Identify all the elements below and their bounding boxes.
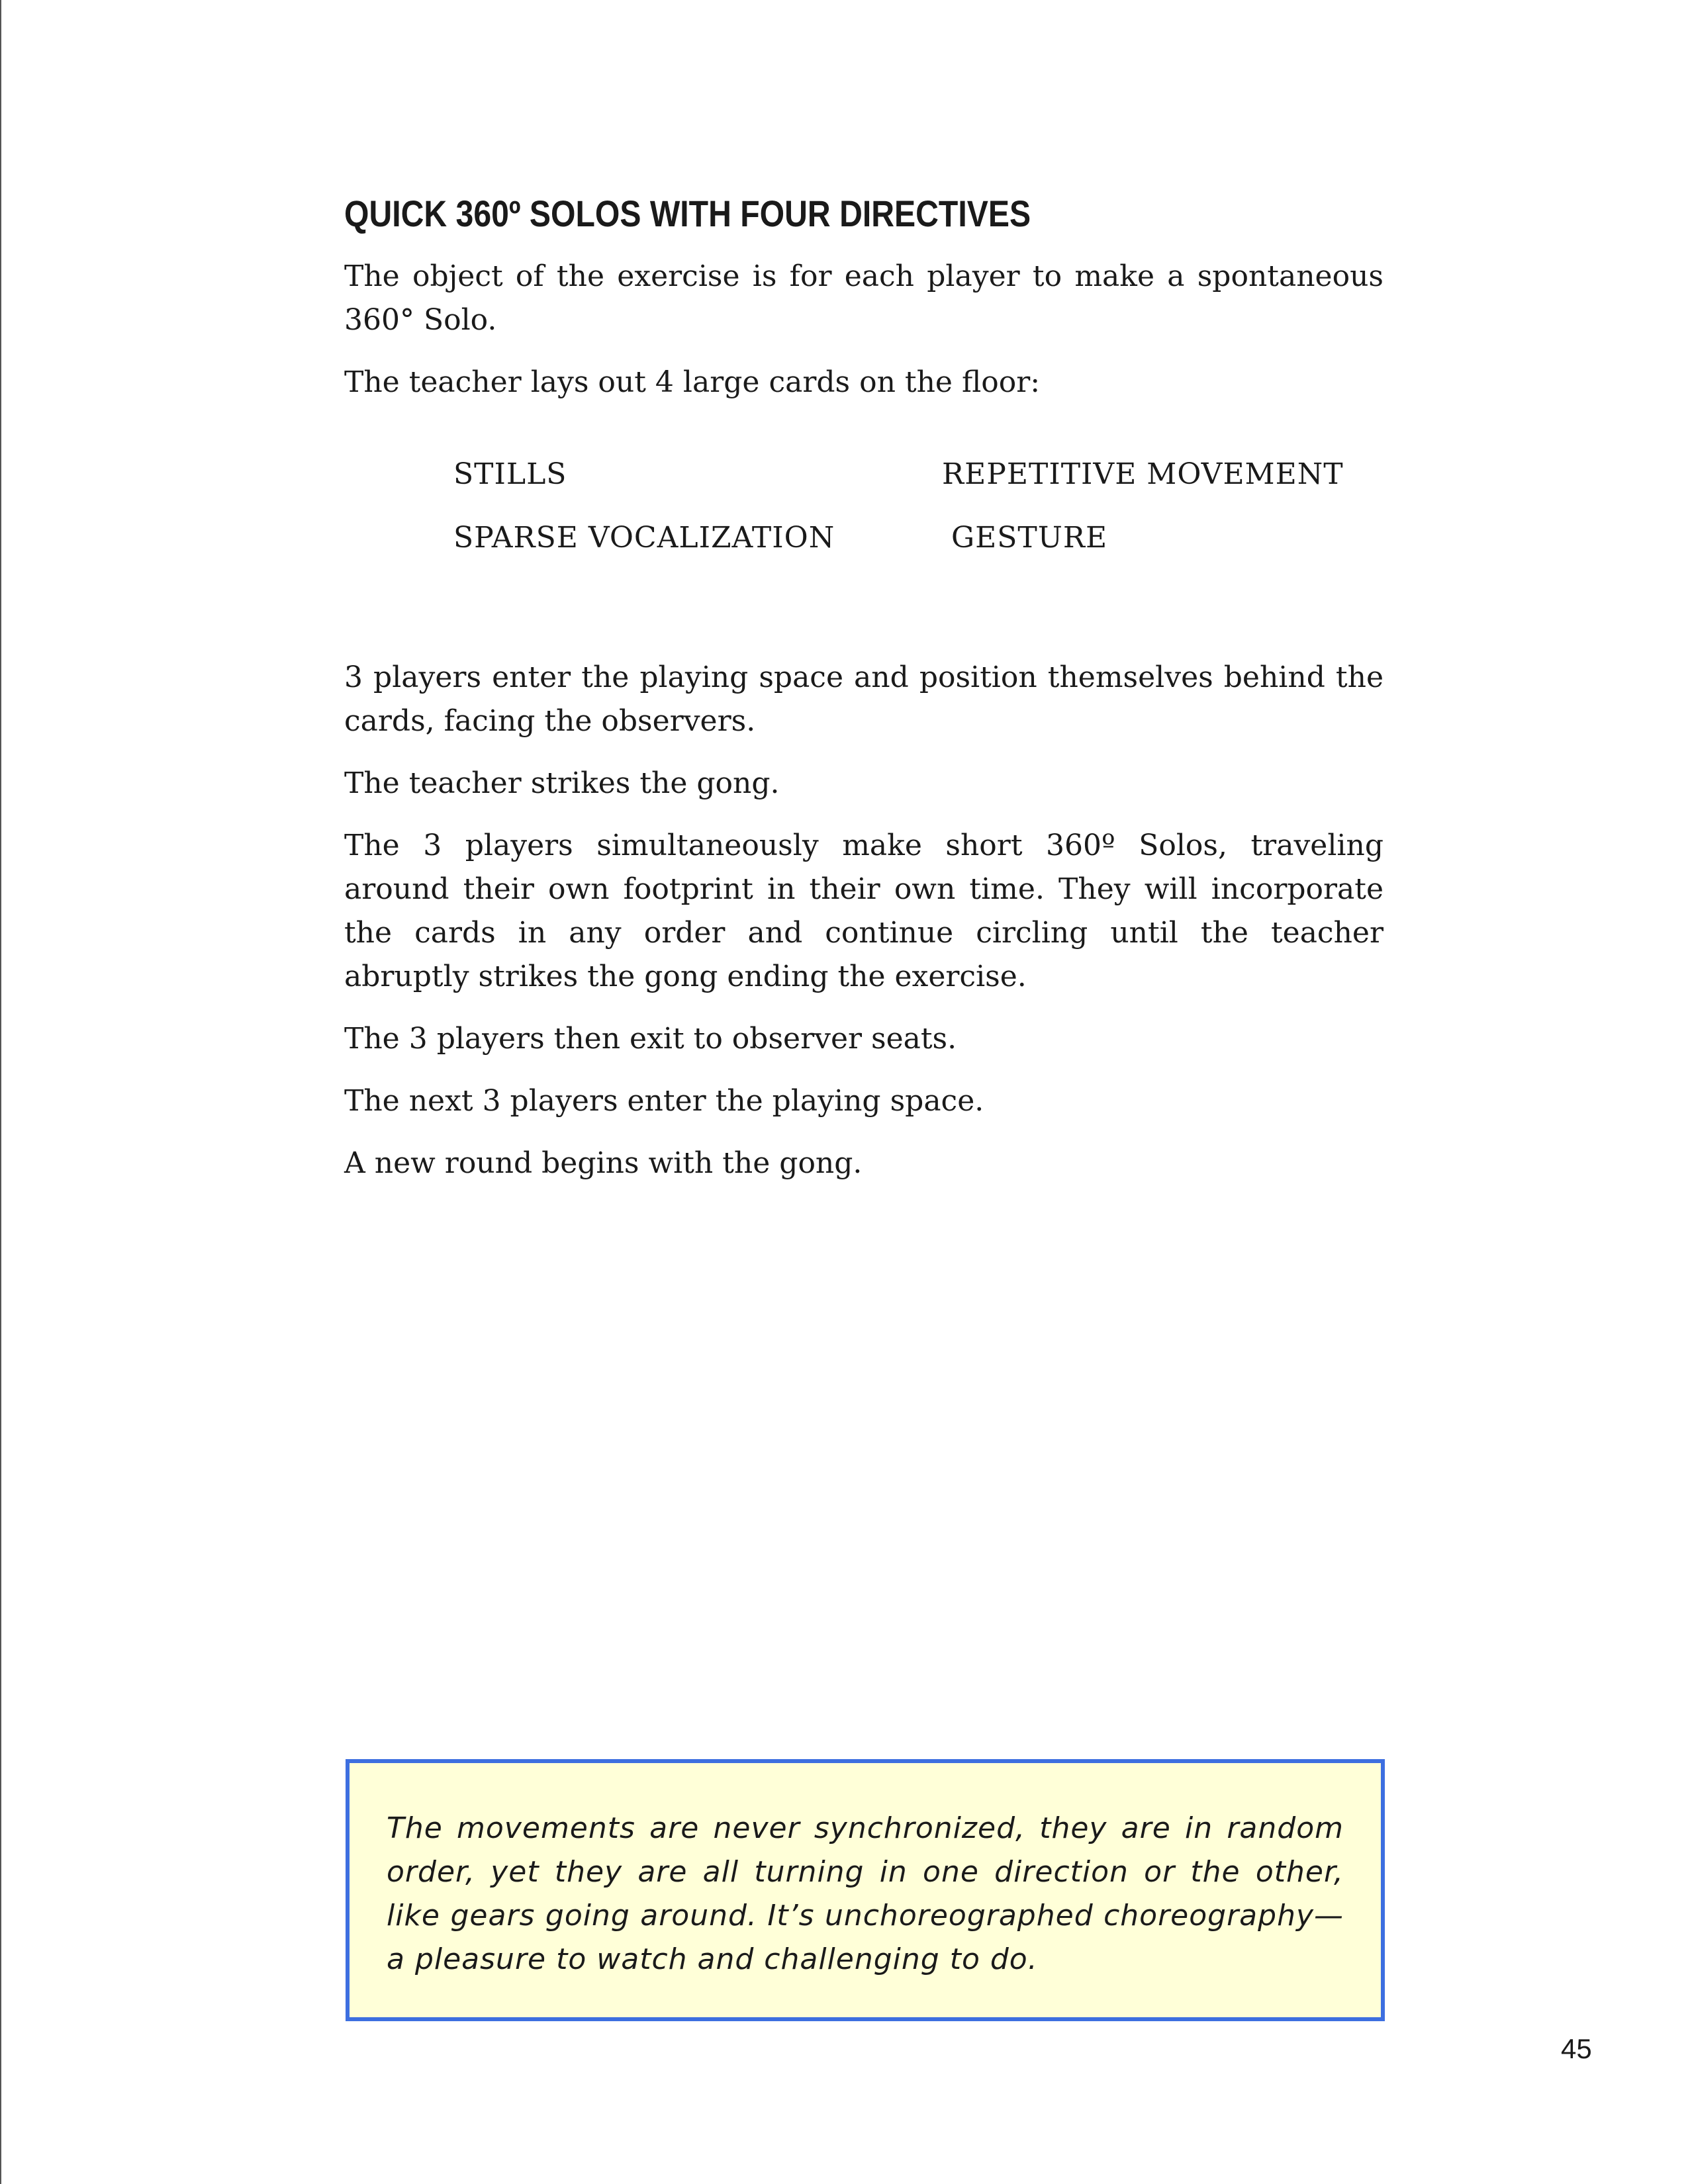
body-paragraph-1: 3 players enter the playing space and position themselves behind the cards, facing the observers.: [344, 660, 1383, 738]
callout-note-text: The movements are never synchronized, they are in random order, yet they are all turning in one direction or the other, like gears going around. It’s unchoreographed choreography—a pleasure to watch and challenging to do.: [387, 1811, 1344, 1976]
body-paragraph-4: The 3 players then exit to observer seats.: [344, 1022, 957, 1056]
callout-note-box: [346, 1759, 1385, 2021]
card-gesture: GESTURE: [951, 521, 1108, 555]
intro-paragraph-1: The object of the exercise is for each player to make a spontaneous 360° Solo.: [344, 259, 1383, 337]
card-repetitive-movement: REPETITIVE MOVEMENT: [942, 457, 1344, 491]
intro-paragraph-2: The teacher lays out 4 large cards on the floor:: [344, 365, 1041, 399]
directive-cards: [344, 457, 1383, 590]
page-edge: [0, 0, 1, 2184]
card-stills: STILLS: [453, 457, 567, 491]
page-title: QUICK 360º SOLOS WITH FOUR DIRECTIVES: [344, 193, 1031, 234]
card-sparse-vocalization: SPARSE VOCALIZATION: [453, 521, 835, 555]
body-paragraph-6: A new round begins with the gong.: [344, 1146, 863, 1180]
body-paragraph-3: The 3 players simultaneously make short 360º Solos, traveling around their own footprint in their own time. They will incorporate the cards in any order and continue circling until the teacher abruptly strikes the gong ending the exercise.: [344, 829, 1383, 993]
main-content: [344, 192, 1383, 1204]
page-number: 45: [1561, 2033, 1592, 2064]
body-paragraph-2: The teacher strikes the gong.: [344, 766, 780, 800]
body-paragraph-5: The next 3 players enter the playing space.: [344, 1084, 984, 1118]
